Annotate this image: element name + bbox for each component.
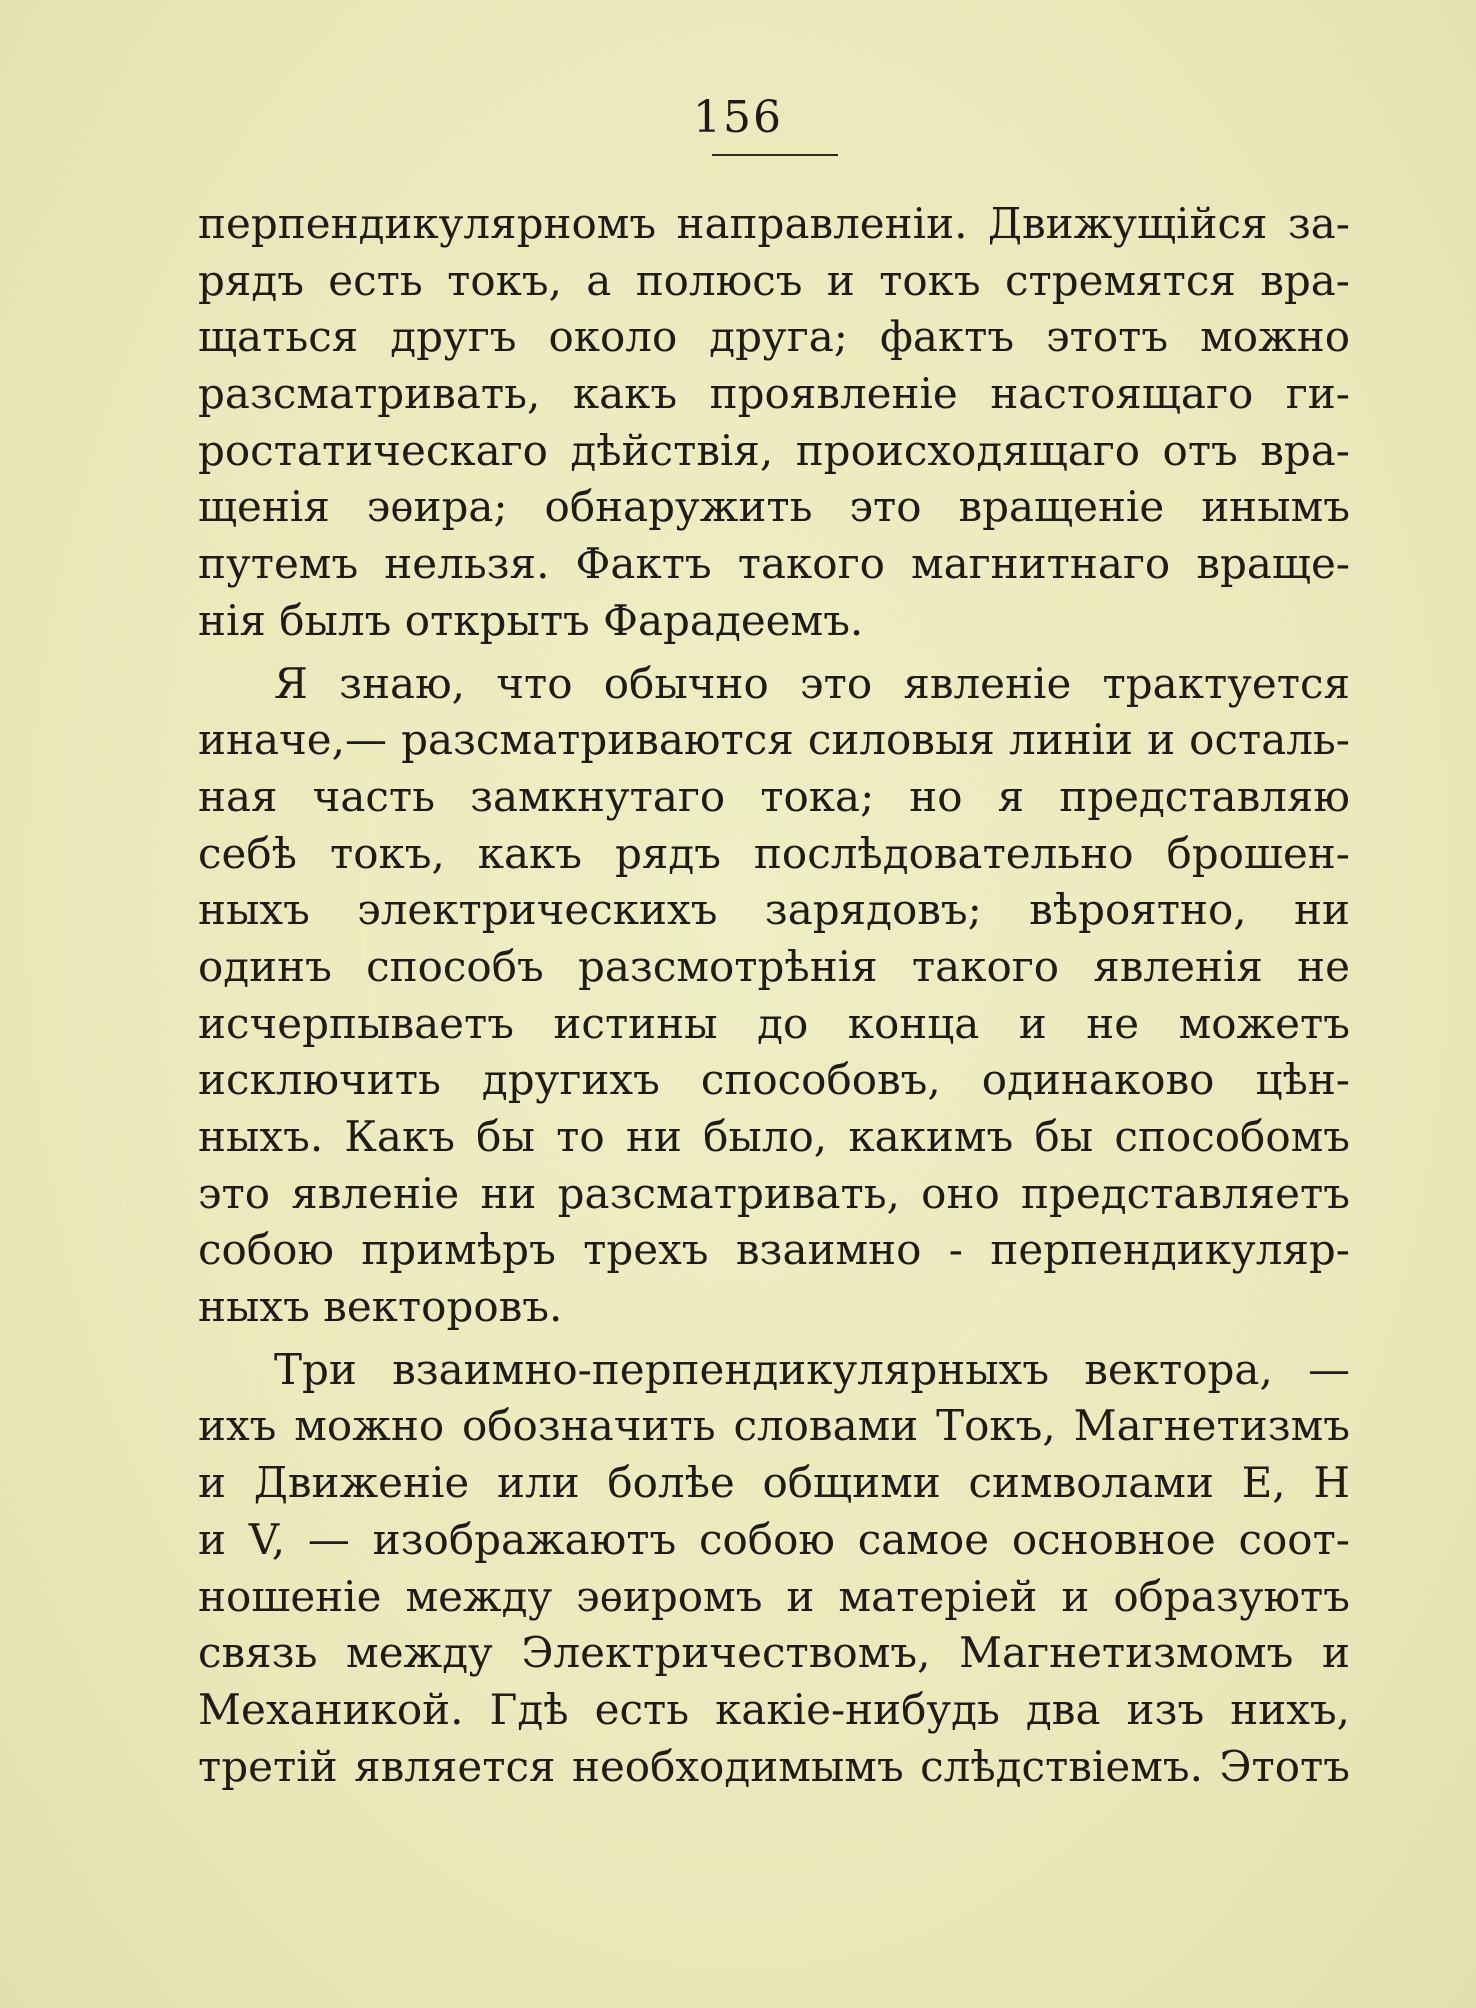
text-line: Я знаю, что обычно это явленiе трактуется <box>274 658 1350 708</box>
text-line: нiя былъ открытъ Фарадеемъ. <box>198 595 864 645</box>
body-text <box>198 196 1350 1795</box>
text-line: перпендикулярномъ направленiи. Движущiйся за- <box>198 199 1350 248</box>
text-line: ныхъ. Какъ бы то ни было, какимъ бы способомъ <box>198 1112 1350 1161</box>
text-line: рядъ есть токъ, а полюсъ и токъ стремятся вра- <box>198 255 1350 305</box>
text-line: исчерпываетъ истины до конца и не можетъ <box>198 998 1350 1048</box>
text-line: ростатическаго дѣйствiя, происходящаго отъ вра- <box>198 425 1350 475</box>
text-line: ихъ можно обозначить словами Токъ, Магнетизмъ <box>198 1401 1350 1451</box>
page-number: 156 <box>693 92 783 143</box>
text-line: щаться другъ около друга; фактъ этотъ можно <box>198 312 1350 362</box>
text-line: и Движенiе или болѣе общими символами E, H <box>198 1458 1350 1508</box>
text-line: связь между Электричествомъ, Магнетизмомъ и <box>198 1628 1350 1678</box>
text-line: иначе,— разсматриваются силовыя линiи и осталь- <box>198 715 1350 765</box>
text-line: себѣ токъ, какъ рядъ послѣдовательно брошен- <box>198 828 1350 878</box>
text-line: Механикой. Гдѣ есть какiе-нибудь два изъ нихъ, <box>198 1684 1350 1734</box>
page-number-rule <box>712 154 838 156</box>
text-line: одинъ способъ разсмотрѣнiя такого явленiя не <box>198 941 1350 991</box>
text-line: ношенiе между эѳиромъ и матерiей и образуютъ <box>198 1571 1350 1621</box>
text-line: щенiя эѳира; обнаружить это вращенiе инымъ <box>198 482 1350 532</box>
text-line: Три взаимно-перпендикулярныхъ вектора, — <box>274 1344 1350 1394</box>
text-line: третiй является необходимымъ слѣдствiемъ. Этотъ <box>198 1741 1350 1791</box>
text-line: ная часть замкнутаго тока; но я представляю <box>198 771 1350 821</box>
text-line: и V, — изображаютъ собою самое основное соот- <box>198 1514 1350 1564</box>
text-line: собою примѣръ трехъ взаимно - перпендикуляр- <box>198 1225 1350 1275</box>
text-line: ныхъ электрическихъ зарядовъ; вѣроятно, ни <box>198 885 1350 935</box>
text-line: исключить другихъ способовъ, одинаково цѣн- <box>198 1055 1350 1105</box>
text-line: это явленiе ни разсматривать, оно представляетъ <box>198 1168 1350 1218</box>
text-line: путемъ нельзя. Фактъ такого магнитнаго враще- <box>198 539 1350 589</box>
text-line: ныхъ векторовъ. <box>198 1282 563 1332</box>
text-line: разсматривать, какъ проявленiе настоящаго ги- <box>198 369 1350 419</box>
